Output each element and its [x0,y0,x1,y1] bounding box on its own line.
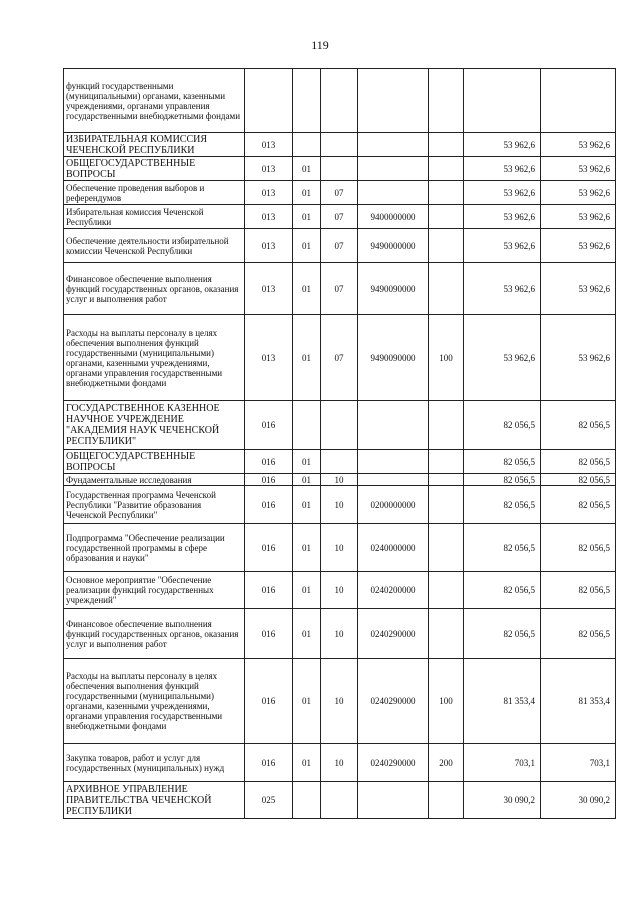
target-article-cell: 0240290000 [358,744,429,782]
expense-type-cell: 200 [429,744,464,782]
target-article-cell: 0200000000 [358,486,429,524]
expense-type-cell [429,474,464,486]
table-row [64,133,616,157]
amount-cell-1: 82 056,5 [464,524,541,572]
amount-cell-1: 53 962,6 [464,205,541,229]
target-article-cell: 0240000000 [358,524,429,572]
section-code-cell: 01 [293,157,321,181]
item-name-cell: функций государственными (муниципальными) органами, казенными учреждениями, органами управления государственными внебюджетными фондами [64,69,245,133]
section-code-cell: 01 [293,659,321,744]
amount-cell-2: 53 962,6 [541,205,616,229]
section-code-cell: 01 [293,572,321,609]
amount-cell-1: 30 090,2 [464,782,541,819]
expense-type-cell: 100 [429,315,464,401]
ministry-code-cell: 013 [245,315,293,401]
ministry-code-cell: 016 [245,609,293,659]
target-article-cell: 0240200000 [358,572,429,609]
amount-cell-2: 30 090,2 [541,782,616,819]
amount-cell-1: 81 353,4 [464,659,541,744]
section-code-cell: 01 [293,744,321,782]
page-number: 119 [311,38,329,52]
item-name-cell: Обеспечение проведения выборов и референдумов [64,181,245,205]
target-article-cell: 9400000000 [358,205,429,229]
target-article-cell [358,133,429,157]
expense-type-cell [429,401,464,450]
table-row [64,474,616,486]
subsection-code-cell: 10 [321,524,358,572]
ministry-code-cell: 016 [245,401,293,450]
expense-type-cell [429,133,464,157]
section-code-cell: 01 [293,486,321,524]
subsection-code-cell: 07 [321,315,358,401]
section-code-cell: 01 [293,474,321,486]
subsection-code-cell [321,450,358,474]
table-row [64,450,616,474]
target-article-cell [358,474,429,486]
amount-cell-1: 82 056,5 [464,401,541,450]
section-code-cell: 01 [293,609,321,659]
table-row [64,782,616,819]
table-row [64,181,616,205]
amount-cell-2: 82 056,5 [541,609,616,659]
ministry-code-cell: 016 [245,486,293,524]
amount-cell-1: 53 962,6 [464,315,541,401]
expense-type-cell [429,486,464,524]
table-row [64,263,616,315]
amount-cell-1: 82 056,5 [464,609,541,659]
ministry-code-cell: 016 [245,572,293,609]
target-article-cell [358,181,429,205]
subsection-code-cell [321,782,358,819]
item-name-cell: Расходы на выплаты персоналу в целях обеспечения выполнения функций государственными (муниципальными) органами, казенными учреждениями, органами управления государственными внебюджетными фондами [64,315,245,401]
expense-type-cell [429,572,464,609]
subsection-code-cell: 07 [321,263,358,315]
subsection-code-cell: 10 [321,474,358,486]
target-article-cell [358,157,429,181]
amount-cell-1: 82 056,5 [464,572,541,609]
target-article-cell: 9490000000 [358,229,429,263]
target-article-cell: 9490090000 [358,315,429,401]
amount-cell-1: 53 962,6 [464,181,541,205]
amount-cell-2: 82 056,5 [541,572,616,609]
item-name-cell: Фундаментальные исследования [64,474,245,486]
table-row [64,486,616,524]
table-row [64,524,616,572]
ministry-code-cell: 016 [245,474,293,486]
section-code-cell: 01 [293,229,321,263]
expense-type-cell [429,205,464,229]
item-name-cell: ОБЩЕГОСУДАРСТВЕННЫЕ ВОПРОСЫ [64,157,245,181]
table-row [64,157,616,181]
target-article-cell [358,782,429,819]
item-name-cell: Обеспечение деятельности избирательной комиссии Чеченской Республики [64,229,245,263]
expense-type-cell [429,157,464,181]
table-row [64,401,616,450]
expense-type-cell [429,263,464,315]
amount-cell-2 [541,69,616,133]
subsection-code-cell: 10 [321,572,358,609]
amount-cell-1: 82 056,5 [464,450,541,474]
amount-cell-1: 82 056,5 [464,486,541,524]
amount-cell-1 [464,69,541,133]
table-row [64,229,616,263]
amount-cell-1: 53 962,6 [464,157,541,181]
expense-type-cell [429,69,464,133]
section-code-cell [293,782,321,819]
expense-type-cell [429,450,464,474]
ministry-code-cell: 013 [245,263,293,315]
subsection-code-cell: 10 [321,486,358,524]
table-row [64,69,616,133]
target-article-cell [358,450,429,474]
amount-cell-2: 53 962,6 [541,263,616,315]
item-name-cell: ГОСУДАРСТВЕННОЕ КАЗЕННОЕ НАУЧНОЕ УЧРЕЖДЕНИЕ "АКАДЕМИЯ НАУК ЧЕЧЕНСКОЙ РЕСПУБЛИКИ" [64,401,245,450]
subsection-code-cell [321,401,358,450]
item-name-cell: ОБЩЕГОСУДАРСТВЕННЫЕ ВОПРОСЫ [64,450,245,474]
subsection-code-cell [321,69,358,133]
target-article-cell [358,401,429,450]
section-code-cell: 01 [293,450,321,474]
target-article-cell: 9490090000 [358,263,429,315]
expense-type-cell [429,229,464,263]
ministry-code-cell: 016 [245,450,293,474]
table-row [64,744,616,782]
subsection-code-cell [321,133,358,157]
item-name-cell: Подпрограмма "Обеспечение реализации государственной программы в сфере образования и науки" [64,524,245,572]
subsection-code-cell: 07 [321,229,358,263]
section-code-cell: 01 [293,263,321,315]
ministry-code-cell: 013 [245,229,293,263]
amount-cell-2: 53 962,6 [541,157,616,181]
table-row [64,572,616,609]
section-code-cell [293,401,321,450]
expense-type-cell [429,181,464,205]
subsection-code-cell: 07 [321,205,358,229]
subsection-code-cell: 10 [321,659,358,744]
subsection-code-cell: 07 [321,181,358,205]
amount-cell-1: 82 056,5 [464,474,541,486]
subsection-code-cell: 10 [321,744,358,782]
table-row [64,315,616,401]
section-code-cell: 01 [293,315,321,401]
ministry-code-cell: 013 [245,181,293,205]
budget-table [63,68,616,819]
amount-cell-2: 82 056,5 [541,474,616,486]
amount-cell-2: 53 962,6 [541,133,616,157]
section-code-cell [293,69,321,133]
section-code-cell [293,133,321,157]
ministry-code-cell: 016 [245,744,293,782]
expense-type-cell [429,524,464,572]
item-name-cell: Закупка товаров, работ и услуг для государственных (муниципальных) нужд [64,744,245,782]
section-code-cell: 01 [293,205,321,229]
target-article-cell: 0240290000 [358,659,429,744]
target-article-cell: 0240290000 [358,609,429,659]
amount-cell-2: 82 056,5 [541,524,616,572]
amount-cell-1: 53 962,6 [464,263,541,315]
amount-cell-2: 81 353,4 [541,659,616,744]
item-name-cell: Государственная программа Чеченской Республики "Развитие образования Чеченской Республики" [64,486,245,524]
section-code-cell: 01 [293,181,321,205]
amount-cell-1: 53 962,6 [464,133,541,157]
amount-cell-2: 53 962,6 [541,315,616,401]
table-row [64,659,616,744]
item-name-cell: Финансовое обеспечение выполнения функций государственных органов, оказания услуг и выполнения работ [64,609,245,659]
amount-cell-2: 82 056,5 [541,401,616,450]
ministry-code-cell: 013 [245,157,293,181]
table-row [64,205,616,229]
amount-cell-2: 82 056,5 [541,450,616,474]
section-code-cell: 01 [293,524,321,572]
expense-type-cell: 100 [429,659,464,744]
ministry-code-cell: 013 [245,205,293,229]
ministry-code-cell: 016 [245,659,293,744]
amount-cell-2: 53 962,6 [541,229,616,263]
subsection-code-cell: 10 [321,609,358,659]
amount-cell-2: 82 056,5 [541,486,616,524]
item-name-cell: Финансовое обеспечение выполнения функций государственных органов, оказания услуг и выполнения работ [64,263,245,315]
target-article-cell [358,69,429,133]
table-row [64,609,616,659]
amount-cell-1: 53 962,6 [464,229,541,263]
ministry-code-cell: 025 [245,782,293,819]
ministry-code-cell: 013 [245,133,293,157]
item-name-cell: АРХИВНОЕ УПРАВЛЕНИЕ ПРАВИТЕЛЬСТВА ЧЕЧЕНСКОЙ РЕСПУБЛИКИ [64,782,245,819]
item-name-cell: Избирательная комиссия Чеченской Республики [64,205,245,229]
item-name-cell: Основное мероприятие "Обеспечение реализации функций государственных учреждений" [64,572,245,609]
item-name-cell: Расходы на выплаты персоналу в целях обеспечения выполнения функций государственными (муниципальными) органами, казенными учреждениями, органами управления государственными внебюджетными фондами [64,659,245,744]
amount-cell-2: 703,1 [541,744,616,782]
amount-cell-2: 53 962,6 [541,181,616,205]
item-name-cell: ИЗБИРАТЕЛЬНАЯ КОМИССИЯ ЧЕЧЕНСКОЙ РЕСПУБЛИКИ [64,133,245,157]
expense-type-cell [429,782,464,819]
amount-cell-1: 703,1 [464,744,541,782]
subsection-code-cell [321,157,358,181]
ministry-code-cell: 016 [245,524,293,572]
ministry-code-cell [245,69,293,133]
expense-type-cell [429,609,464,659]
